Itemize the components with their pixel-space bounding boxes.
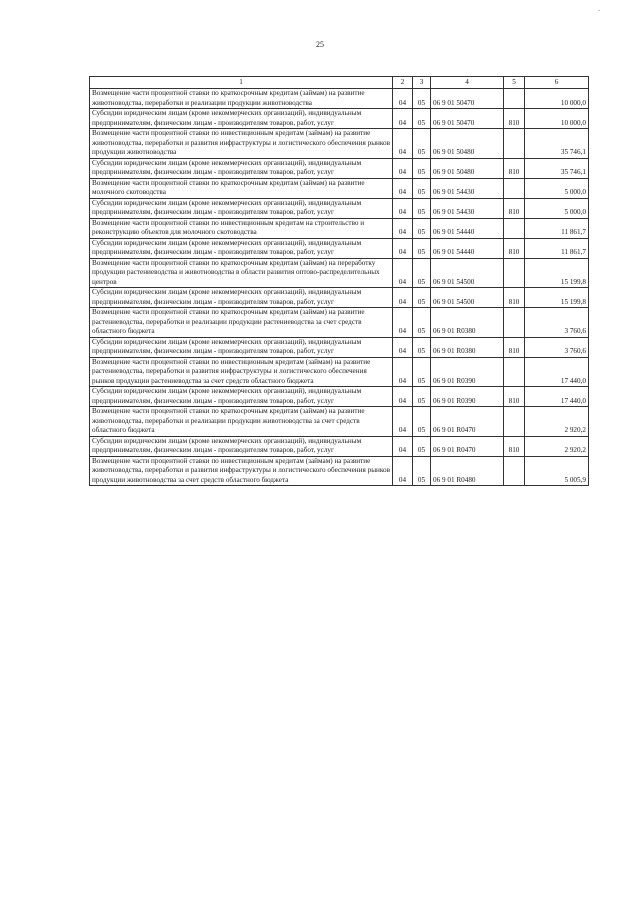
target-article-cell: 06 9 01 54430 [431, 198, 504, 218]
section-code-cell: 04 [393, 357, 413, 387]
subsection-code-cell: 05 [413, 357, 431, 387]
amount-cell: 35 746,1 [525, 158, 589, 178]
target-article-cell: 06 9 01 R0470 [431, 407, 504, 437]
item-name-cell: Возмещение части процентной ставки по инвестиционным кредитам (займам) на развитие животноводства, переработки и развития инфраструктуры и логистического обеспечения рынков продукции животноводства за счет средств областного бюджета [90, 456, 393, 486]
section-code-cell: 04 [393, 456, 413, 486]
subsection-code-cell: 05 [413, 178, 431, 198]
subsection-code-cell: 05 [413, 218, 431, 238]
target-article-cell: 06 9 01 50480 [431, 158, 504, 178]
expense-type-cell: 810 [504, 158, 525, 178]
section-code-cell: 04 [393, 89, 413, 109]
section-code-cell: 04 [393, 407, 413, 437]
target-article-cell: 06 9 01 R0390 [431, 387, 504, 407]
target-article-cell: 06 9 01 R0390 [431, 357, 504, 387]
table-row [90, 407, 589, 437]
page-number: 25 [316, 40, 324, 49]
item-name-cell: Субсидии юридическим лицам (кроме некоммерческих организаций), индивидуальным предпринимателям, физическим лицам - производителям товаров, работ, услуг [90, 109, 393, 129]
subsection-code-cell: 05 [413, 198, 431, 218]
target-article-cell: 06 9 01 R0470 [431, 436, 504, 456]
header-cell-5: 5 [504, 77, 525, 89]
budget-table [89, 76, 589, 486]
section-code-cell: 04 [393, 387, 413, 407]
section-code-cell: 04 [393, 158, 413, 178]
table-row [90, 198, 589, 218]
target-article-cell: 06 9 01 50480 [431, 129, 504, 159]
table-row [90, 258, 589, 288]
amount-cell: 15 199,8 [525, 258, 589, 288]
header-cell-6: 6 [525, 77, 589, 89]
amount-cell: 11 861,7 [525, 218, 589, 238]
amount-cell: 5 000,0 [525, 198, 589, 218]
expense-type-cell [504, 178, 525, 198]
expense-type-cell: 810 [504, 238, 525, 258]
target-article-cell: 06 9 01 54440 [431, 218, 504, 238]
amount-cell: 10 000,0 [525, 109, 589, 129]
item-name-cell: Возмещение части процентной ставки по краткосрочным кредитам (займам) на развитие молочного скотоводства [90, 178, 393, 198]
subsection-code-cell: 05 [413, 109, 431, 129]
header-cell-4: 4 [431, 77, 504, 89]
table-row [90, 308, 589, 338]
target-article-cell: 06 9 01 R0380 [431, 308, 504, 338]
item-name-cell: Возмещение части процентной ставки по краткосрочным кредитам (займам) на развитие животноводства, переработки и реализации продукции животноводства за счет средств областного бюджета [90, 407, 393, 437]
table-row [90, 178, 589, 198]
expense-type-cell: 810 [504, 387, 525, 407]
section-code-cell: 04 [393, 129, 413, 159]
table-row [90, 436, 589, 456]
table-row [90, 158, 589, 178]
expense-type-cell: 810 [504, 198, 525, 218]
subsection-code-cell: 05 [413, 258, 431, 288]
target-article-cell: 06 9 01 54500 [431, 288, 504, 308]
subsection-code-cell: 05 [413, 238, 431, 258]
item-name-cell: Субсидии юридическим лицам (кроме некоммерческих организаций), индивидуальным предпринимателям, физическим лицам - производителям товаров, работ, услуг [90, 288, 393, 308]
amount-cell: 17 440,0 [525, 357, 589, 387]
expense-type-cell: 810 [504, 109, 525, 129]
table-row [90, 337, 589, 357]
amount-cell: 5 005,9 [525, 456, 589, 486]
table-row [90, 387, 589, 407]
item-name-cell: Возмещение части процентной ставки по краткосрочным кредитам (займам) на развитие растениеводства, переработки и реализации продукции растениеводства за счет средств областного бюджета [90, 308, 393, 338]
section-code-cell: 04 [393, 288, 413, 308]
header-cell-3: 3 [413, 77, 431, 89]
target-article-cell: 06 9 01 R0380 [431, 337, 504, 357]
table-row [90, 109, 589, 129]
section-code-cell: 04 [393, 238, 413, 258]
subsection-code-cell: 05 [413, 407, 431, 437]
item-name-cell: Субсидии юридическим лицам (кроме некоммерческих организаций), индивидуальным предпринимателям, физическим лицам - производителям товаров, работ, услуг [90, 238, 393, 258]
corner-mark: - [598, 6, 601, 14]
expense-type-cell: 810 [504, 436, 525, 456]
amount-cell: 3 760,6 [525, 308, 589, 338]
subsection-code-cell: 05 [413, 288, 431, 308]
subsection-code-cell: 05 [413, 308, 431, 338]
subsection-code-cell: 05 [413, 337, 431, 357]
subsection-code-cell: 05 [413, 129, 431, 159]
amount-cell: 11 861,7 [525, 238, 589, 258]
item-name-cell: Возмещение части процентной ставки по краткосрочным кредитам (займам) на переработку продукции растениеводства и животноводства в области развития оптово-распределительных центров [90, 258, 393, 288]
section-code-cell: 04 [393, 258, 413, 288]
expense-type-cell [504, 89, 525, 109]
item-name-cell: Возмещение части процентной ставки по инвестиционным кредитам на строительство и реконструкцию объектов для молочного скотоводства [90, 218, 393, 238]
target-article-cell: 06 9 01 54500 [431, 258, 504, 288]
item-name-cell: Субсидии юридическим лицам (кроме некоммерческих организаций), индивидуальным предпринимателям, физическим лицам - производителям товаров, работ, услуг [90, 387, 393, 407]
expense-type-cell [504, 407, 525, 437]
target-article-cell: 06 9 01 R0480 [431, 456, 504, 486]
amount-cell: 2 920,2 [525, 407, 589, 437]
item-name-cell: Субсидии юридическим лицам (кроме некоммерческих организаций), индивидуальным предпринимателям, физическим лицам - производителям товаров, работ, услуг [90, 158, 393, 178]
subsection-code-cell: 05 [413, 387, 431, 407]
section-code-cell: 04 [393, 337, 413, 357]
expense-type-cell [504, 258, 525, 288]
table-row [90, 288, 589, 308]
table-row [90, 89, 589, 109]
expense-type-cell [504, 308, 525, 338]
expense-type-cell [504, 218, 525, 238]
target-article-cell: 06 9 01 54440 [431, 238, 504, 258]
target-article-cell: 06 9 01 50470 [431, 89, 504, 109]
amount-cell: 17 440,0 [525, 387, 589, 407]
subsection-code-cell: 05 [413, 89, 431, 109]
subsection-code-cell: 05 [413, 158, 431, 178]
header-cell-1: 1 [90, 77, 393, 89]
expense-type-cell: 810 [504, 288, 525, 308]
header-row [90, 77, 589, 89]
table-row [90, 357, 589, 387]
target-article-cell: 06 9 01 50470 [431, 109, 504, 129]
table-row [90, 129, 589, 159]
section-code-cell: 04 [393, 109, 413, 129]
section-code-cell: 04 [393, 308, 413, 338]
table-row [90, 456, 589, 486]
item-name-cell: Субсидии юридическим лицам (кроме некоммерческих организаций), индивидуальным предпринимателям, физическим лицам - производителям товаров, работ, услуг [90, 198, 393, 218]
table-row [90, 238, 589, 258]
subsection-code-cell: 05 [413, 436, 431, 456]
item-name-cell: Субсидии юридическим лицам (кроме некоммерческих организаций), индивидуальным предпринимателям, физическим лицам - производителям товаров, работ, услуг [90, 337, 393, 357]
section-code-cell: 04 [393, 436, 413, 456]
item-name-cell: Возмещение части процентной ставки по инвестиционным кредитам (займам) на развитие растениеводства, переработки и развития инфраструктуры и логистического обеспечения рынков продукции растениеводства за счет средств областного бюджета [90, 357, 393, 387]
amount-cell: 5 000,0 [525, 178, 589, 198]
table-row [90, 218, 589, 238]
expense-type-cell [504, 129, 525, 159]
section-code-cell: 04 [393, 218, 413, 238]
amount-cell: 35 746,1 [525, 129, 589, 159]
expense-type-cell [504, 357, 525, 387]
section-code-cell: 04 [393, 178, 413, 198]
target-article-cell: 06 9 01 54430 [431, 178, 504, 198]
expense-type-cell: 810 [504, 337, 525, 357]
section-code-cell: 04 [393, 198, 413, 218]
amount-cell: 2 920,2 [525, 436, 589, 456]
item-name-cell: Возмещение части процентной ставки по краткосрочным кредитам (займам) на развитие животноводства, переработки и реализации продукции животноводства [90, 89, 393, 109]
amount-cell: 3 760,6 [525, 337, 589, 357]
subsection-code-cell: 05 [413, 456, 431, 486]
amount-cell: 10 000,0 [525, 89, 589, 109]
amount-cell: 15 199,8 [525, 288, 589, 308]
item-name-cell: Субсидии юридическим лицам (кроме некоммерческих организаций), индивидуальным предпринимателям, физическим лицам - производителям товаров, работ, услуг [90, 436, 393, 456]
expense-type-cell [504, 456, 525, 486]
item-name-cell: Возмещение части процентной ставки по инвестиционным кредитам (займам) на развитие животноводства, переработки и развития инфраструктуры и логистического обеспечения рынков продукции животноводства [90, 129, 393, 159]
header-cell-2: 2 [393, 77, 413, 89]
